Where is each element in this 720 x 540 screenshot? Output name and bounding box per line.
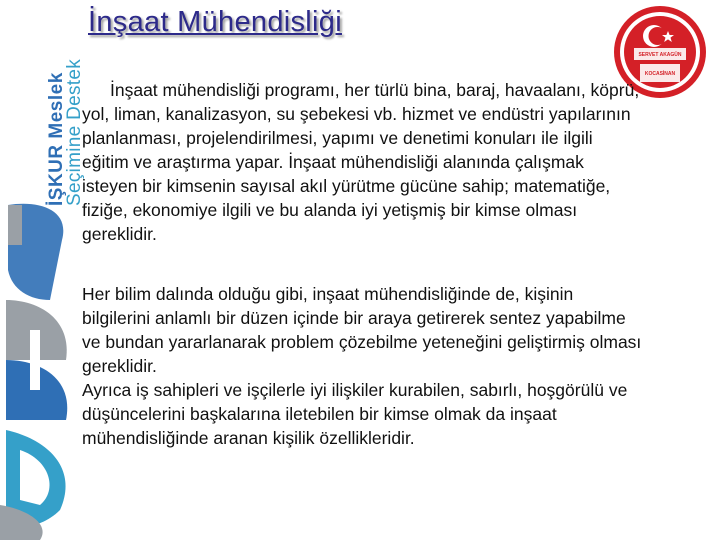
paragraph-synthesis: Her bilim dalında olduğu gibi, inşaat mühendisliğinde de, kişinin bilgilerini anlamlı bir düzen içinde bir araya getirerek sentez yapabilme ve bundan yararlanarak problem çözebilme yeteneğini geliştirmiş olması gereklidir. [82,284,642,376]
paragraph-personality: Ayrıca iş sahipleri ve işçilerle iyi ilişkiler kurabilen, sabırlı, hoşgörülü ve düşüncelerini başkalarına iletebilen bir kimse olmak da inşaat mühendisliğinde aranan kişilik özellikleridir. [82,380,628,448]
paragraph-intro-text: İnşaat mühendisliği programı, her türlü bina, baraj, havaalanı, köprü, yol, liman, kanalizasyon, su şebekesi vb. hizmet ve endüstri yapılarının planlanması, projelendirilmesi, yapımı ve denetimi konuları ile ilgili eğitim ve araştırma yapar. İnşaat mühendisliği alanında çalışmak isteyen bir kimsenin sayısal akıl yürütme gücüne sahip; matematiğe, fiziğe, ekonomiye ilgili ve bu alanda iyi yetişmiş bir kimse olması gereklidir. [82,80,640,244]
svg-text:KOCASİNAN: KOCASİNAN [644,71,676,77]
brand-line-2: Seçimine Destek [64,58,85,206]
paragraph-intro [82,78,642,246]
brand-line-1: İŞKUR Meslek [46,72,67,206]
svg-text:SERVET AKAGÜN: SERVET AKAGÜN [638,52,682,58]
brand-sidebar [0,0,86,540]
slide-title: İnşaat Mühendisliği [88,6,342,38]
